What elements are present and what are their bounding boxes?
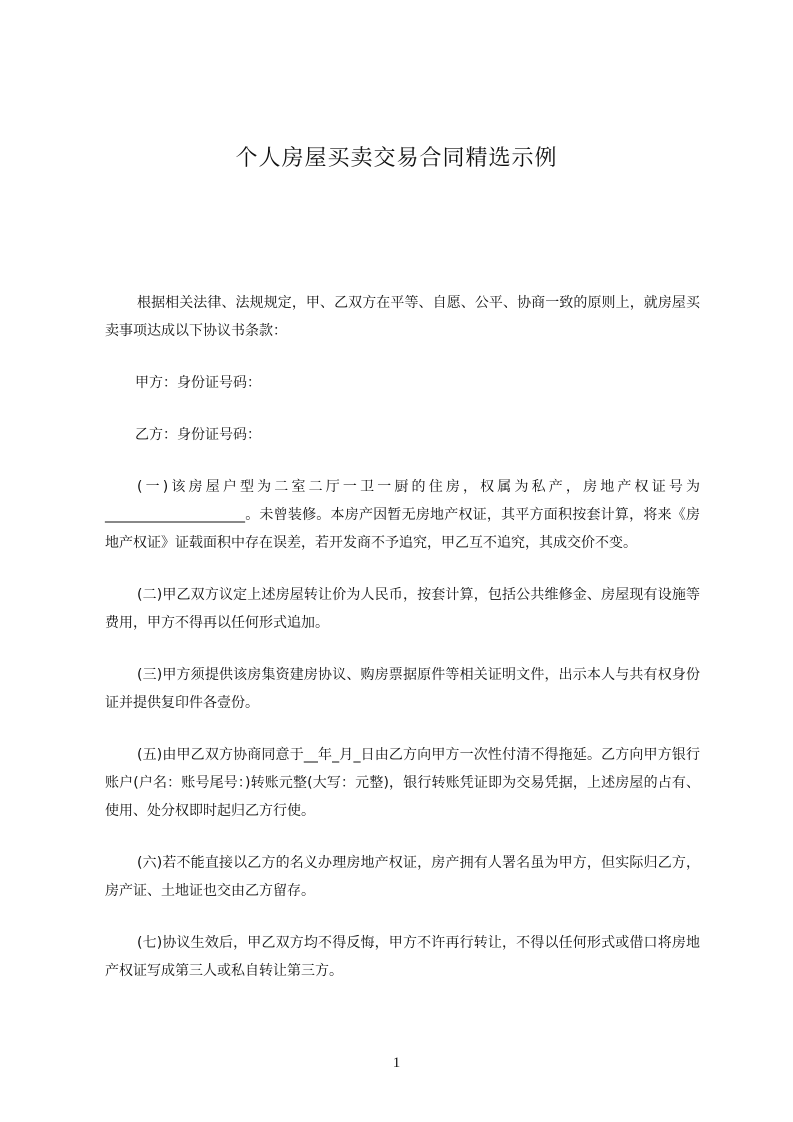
paragraph-preamble: 根据相关法律、法规规定，甲、乙双方在平等、自愿、公平、协商一致的原则上，就房屋买卖事项达成以下协议书条款： bbox=[105, 295, 700, 339]
paragraph-party-a: 甲方：身份证号码： bbox=[135, 375, 261, 391]
document-title: 个人房屋买卖交易合同精选示例 bbox=[235, 146, 558, 171]
document-body bbox=[105, 289, 700, 1009]
paragraph-party-b: 乙方：身份证号码： bbox=[135, 427, 261, 443]
paragraph-clause-6: (六)若不能直接以乙方的名义办理房地产权证，房产拥有人署名虽为甲方，但实际归乙方，房产证、土地证也交由乙方留存。 bbox=[105, 855, 700, 899]
paragraph-clause-7: (七)协议生效后，甲乙双方均不得反悔，甲方不许再行转让，不得以任何形式或借口将房地产权证写成第三人或私自转让第三方。 bbox=[105, 935, 700, 979]
paragraph-clause-5: (五)由甲乙双方协商同意于__年_月_日由乙方向甲方一次性付清不得拖延。乙方向甲方银行账户(户名：账号尾号：)转账元整(大写：元整)，银行转账凭证即为交易凭据，上述房屋的占有、使用、处分权即时起归乙方行使。 bbox=[105, 747, 700, 819]
paragraph-clause-1: (一)该房屋户型为二室二厅一卫一厨的住房，权属为私产，房地产权证号为____________________。未曾装修。本房产因暂无房地产权证，其平方面积按套计算，将来《房地产权证》证载面积中存在误差，若开发商不予追究，甲乙互不追究，其成交价不变。 bbox=[105, 479, 700, 551]
page-number: 1 bbox=[392, 1055, 401, 1071]
paragraph-clause-3: (三)甲方须提供该房集资建房协议、购房票据原件等相关证明文件，出示本人与共有权身份证并提供复印件各壹份。 bbox=[105, 667, 700, 711]
paragraph-clause-2: (二)甲乙双方议定上述房屋转让价为人民币，按套计算，包括公共维修金、房屋现有设施等费用，甲方不得再以任何形式追加。 bbox=[105, 587, 700, 631]
